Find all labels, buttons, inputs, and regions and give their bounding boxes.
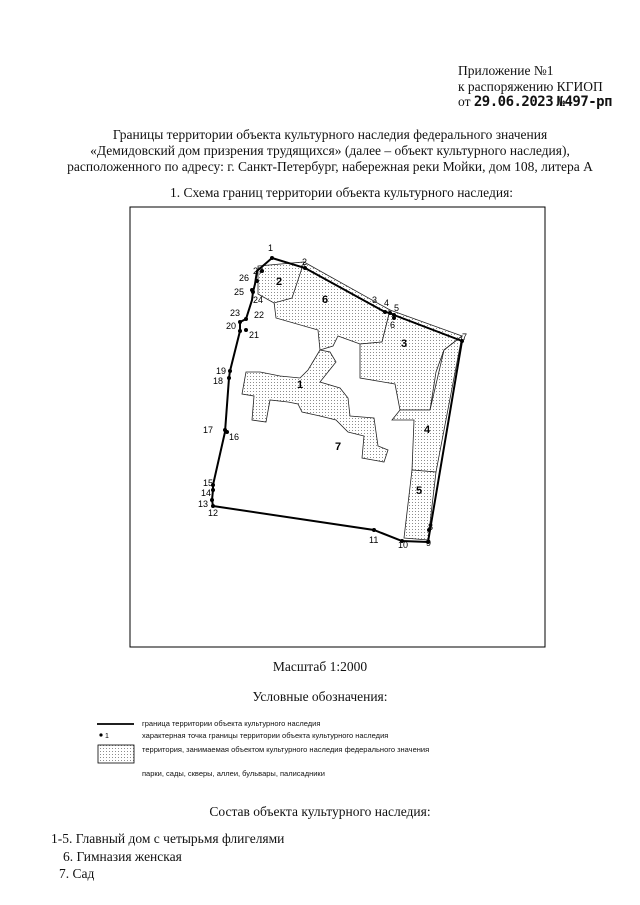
boundary-point-18 xyxy=(227,376,231,380)
point-label-16: 16 xyxy=(229,432,240,442)
boundary-point-22 xyxy=(244,317,248,321)
legend-point-symbol xyxy=(99,733,102,736)
order-date: 29.06.2023 xyxy=(473,94,554,110)
legend-item-point: характерная точка границы территории объекта культурного наследия xyxy=(142,731,389,740)
composition-title: Состав объекта культурного наследия: xyxy=(209,804,431,819)
legend-item-parks: парки, сады, скверы, аллеи, бульвары, палисадники xyxy=(142,769,325,778)
point-label-25: 25 xyxy=(234,287,245,297)
point-label-15: 15 xyxy=(203,478,214,488)
boundary-point-21 xyxy=(244,328,248,332)
area-label-3: 3 xyxy=(401,338,408,350)
boundary-point-13 xyxy=(210,498,214,502)
title-line-2: «Демидовский дом призрения трудящихся» (далее – объект культурного наследия), xyxy=(90,143,570,158)
point-label-3: 3 xyxy=(372,295,378,305)
composition-item-3: 7. Сад xyxy=(59,866,95,881)
point-label-20: 20 xyxy=(226,321,237,331)
boundary-point-14 xyxy=(211,488,215,492)
date-prefix: от xyxy=(458,94,471,109)
legend-title: Условные обозначения: xyxy=(252,689,388,704)
point-label-6: 6 xyxy=(390,320,396,330)
boundary-point-4 xyxy=(388,311,392,315)
boundary-point-25 xyxy=(250,288,254,292)
legend-point-symbol-label: 1 xyxy=(105,733,109,740)
point-label-17: 17 xyxy=(203,425,214,435)
point-label-13: 13 xyxy=(198,499,209,509)
point-label-24: 24 xyxy=(253,295,264,305)
boundary-point-3 xyxy=(383,310,387,314)
point-label-8: 8 xyxy=(428,522,434,532)
title-line-1: Границы территории объекта культурного наследия федерального значения xyxy=(112,127,548,142)
point-label-7: 7 xyxy=(462,332,468,342)
point-label-11: 11 xyxy=(369,535,379,545)
area-label-4: 4 xyxy=(424,424,431,436)
boundary-point-23 xyxy=(238,320,242,324)
point-label-27: 27 xyxy=(253,266,264,276)
legend-item-boundary: граница территории объекта культурного наследия xyxy=(142,719,321,728)
boundary-point-17 xyxy=(223,428,227,432)
appendix-label: Приложение №1 xyxy=(458,63,554,78)
area-label-6: 6 xyxy=(322,294,329,306)
point-label-21: 21 xyxy=(249,330,260,340)
point-label-14: 14 xyxy=(201,488,212,498)
area-label-2: 2 xyxy=(276,276,283,288)
point-label-4: 4 xyxy=(384,298,390,308)
legend-item-territory: территория, занимаемая объектом культурного наследия федерального значения xyxy=(142,745,430,754)
boundary-point-19 xyxy=(228,369,232,373)
point-label-10: 10 xyxy=(398,540,409,550)
point-label-19: 19 xyxy=(216,366,227,376)
point-label-23: 23 xyxy=(230,308,241,318)
map-frame xyxy=(130,207,545,647)
boundary-point-1 xyxy=(270,256,274,260)
order-number: №497-рп xyxy=(556,94,613,110)
area-label-5: 5 xyxy=(416,485,423,497)
composition-item-2: 6. Гимназия женская xyxy=(63,849,182,864)
scale-label: Масштаб 1:2000 xyxy=(272,659,368,674)
point-label-1: 1 xyxy=(268,243,274,253)
point-label-9: 9 xyxy=(426,538,432,548)
order-label: к распоряжению КГИОП xyxy=(458,79,603,94)
title-line-3: расположенного по адресу: г. Санкт-Петербург, набережная реки Мойки, дом 108, литера А xyxy=(67,159,593,174)
section-title: 1. Схема границ территории объекта культурного наследия: xyxy=(170,185,514,200)
boundary-point-11 xyxy=(372,528,376,532)
point-label-26: 26 xyxy=(239,273,250,283)
point-label-18: 18 xyxy=(213,376,224,386)
area-label-1: 1 xyxy=(297,379,304,391)
point-label-12: 12 xyxy=(208,508,219,518)
point-label-5: 5 xyxy=(394,303,400,313)
area-label-7: 7 xyxy=(335,441,342,453)
point-label-22: 22 xyxy=(254,310,265,320)
legend-territory-symbol xyxy=(98,745,134,763)
composition-item-1: 1-5. Главный дом с четырьмя флигелями xyxy=(51,831,285,846)
boundary-point-20 xyxy=(238,329,242,333)
point-label-2: 2 xyxy=(302,257,308,267)
boundary-point-26 xyxy=(255,279,259,283)
